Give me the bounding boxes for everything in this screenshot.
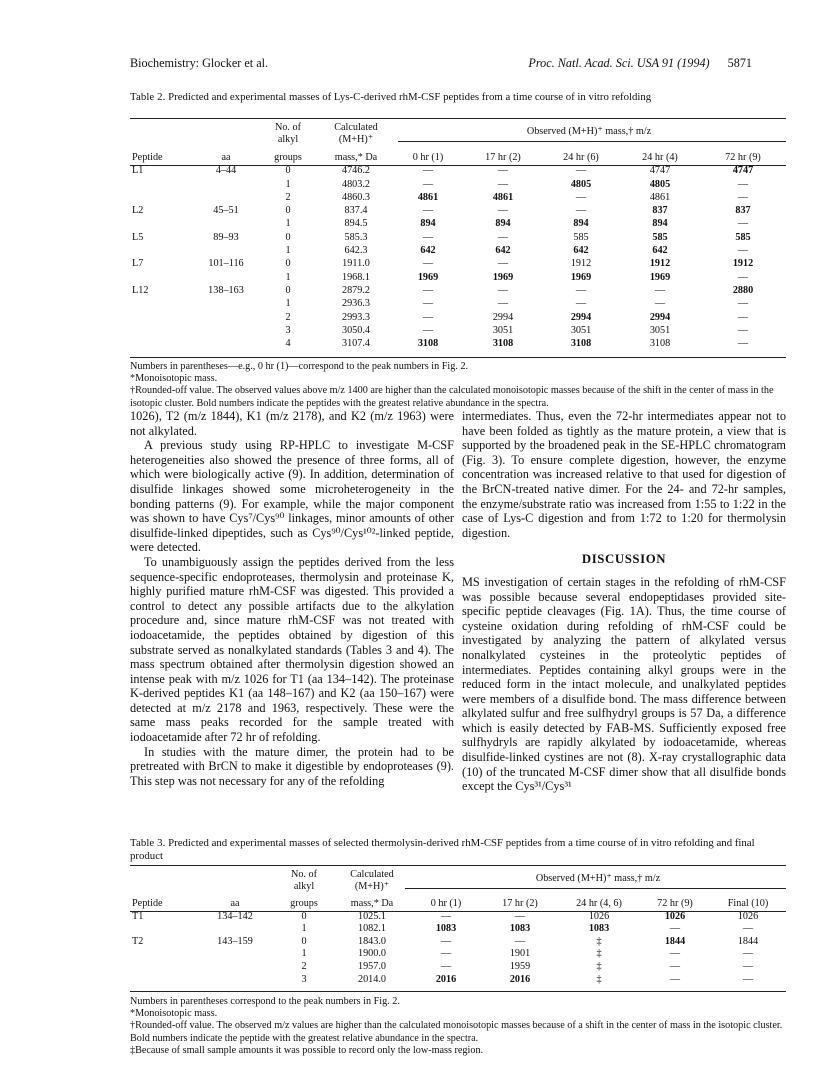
observed-mass-cell: 894 xyxy=(652,218,668,230)
alkyl-cell: 0 xyxy=(301,910,307,922)
paragraph: 1026), T2 (m/z 1844), K1 (m/z 2178), and K2 (m/z 1963) were not alkylated. xyxy=(130,409,454,438)
aa-cell: 4–44 xyxy=(215,165,237,177)
observed-mass-cell: 837 xyxy=(652,205,668,217)
calc-mass-cell: 3050.4 xyxy=(341,324,370,336)
calc-mass-cell: 837.4 xyxy=(344,205,368,217)
peptide-cell xyxy=(130,960,196,973)
table-row xyxy=(130,270,786,283)
observed-mass-cell: — xyxy=(422,258,434,270)
observed-mass-cell: 894 xyxy=(495,218,511,230)
observed-mass-cell: — xyxy=(422,324,434,336)
calc-header: Calculated xyxy=(334,122,378,133)
observed-header xyxy=(392,122,786,146)
peptide-cell xyxy=(130,177,196,190)
table-row xyxy=(130,230,786,243)
observed-mass-cell: — xyxy=(737,191,749,203)
calc-mass-cell: 2879.2 xyxy=(341,284,370,296)
observed-mass-cell: 2016 xyxy=(509,973,531,985)
left-column xyxy=(130,409,454,788)
table-row xyxy=(130,935,786,948)
calc-mass-cell: 2936.3 xyxy=(341,298,370,310)
observed-mass-cell: — xyxy=(737,271,749,283)
observed-mass-cell: — xyxy=(737,245,749,257)
aa-cell xyxy=(196,191,256,204)
table3-body xyxy=(130,910,786,986)
observed-mass-cell: 1959 xyxy=(509,960,531,972)
aa-cell xyxy=(196,960,274,973)
time-header: 24 hr (4) xyxy=(642,152,678,163)
alkyl-header-2: alkyl xyxy=(293,881,315,892)
calc-mass-cell: 1957.0 xyxy=(357,960,386,972)
observed-mass-cell: — xyxy=(669,973,681,985)
observed-mass-cell: ‡ xyxy=(596,948,602,960)
aa-cell xyxy=(196,973,274,986)
peptide-cell xyxy=(130,324,196,337)
time-header: 0 hr (1) xyxy=(430,898,462,909)
peptide-cell: L12 xyxy=(132,284,149,296)
time-header: 0 hr (1) xyxy=(412,152,444,163)
calc-mass-cell: 2014.0 xyxy=(357,973,386,985)
alkyl-header-2: alkyl xyxy=(277,134,299,145)
observed-mass-cell: 3108 xyxy=(649,338,671,350)
peptide-cell: L1 xyxy=(132,165,144,177)
observed-mass-cell: 1026 xyxy=(737,910,759,922)
table2-bottom-rule xyxy=(130,357,786,358)
peptide-cell: L5 xyxy=(132,231,144,243)
table-row xyxy=(130,297,786,310)
observed-mass-cell: — xyxy=(742,948,754,960)
calc-mass-cell: 585.3 xyxy=(344,231,368,243)
observed-mass-cell: — xyxy=(422,178,434,190)
observed-mass-cell: 3108 xyxy=(492,338,514,350)
observed-mass-cell: — xyxy=(575,205,587,217)
observed-mass-cell: 894 xyxy=(573,218,589,230)
peptide-header: Peptide xyxy=(132,898,163,909)
observed-header xyxy=(410,869,786,893)
observed-mass-cell: 585 xyxy=(573,231,589,243)
observed-mass-cell: — xyxy=(575,165,587,177)
observed-mass-cell: 3051 xyxy=(570,324,592,336)
discussion-heading: DISCUSSION xyxy=(581,552,667,567)
observed-mass-cell: — xyxy=(742,960,754,972)
calc-mass-cell: 2993.3 xyxy=(341,311,370,323)
alkyl-cell: 1 xyxy=(301,948,307,960)
observed-mass-cell: 1083 xyxy=(435,923,457,935)
peptide-cell xyxy=(130,270,196,283)
peptide-cell xyxy=(130,310,196,323)
observed-mass-cell: 1912 xyxy=(649,258,671,270)
observed-mass-cell: 4861 xyxy=(649,191,671,203)
time-header: 72 hr (9) xyxy=(657,898,693,909)
observed-mass-cell: 3051 xyxy=(492,324,514,336)
observed-mass-cell: ‡ xyxy=(596,973,602,985)
observed-mass-cell: ‡ xyxy=(596,935,602,947)
observed-mass-cell: 3051 xyxy=(649,324,671,336)
calc-mass-cell: 894.5 xyxy=(344,218,368,230)
peptide-cell: T2 xyxy=(132,935,144,947)
peptide-header: Peptide xyxy=(132,152,163,163)
alkyl-header-3: groups xyxy=(274,152,302,163)
discussion-paragraph: MS investigation of certain stages in the refolding of rhM-CSF was possible because several endopeptidases provided site-specific peptide cleavages (Fig. 1A). Thus, the time course of cysteine oxidation during refolding of rhM-CSF could be investigated by analyzing the pattern of alkylated versus nonalkylated cysteines in the proteolytic peptides of intermediates. Peptides containing alkyl groups were in the reduced form in the intact molecule, and unalkylated peptides were members of a disulfide bond. The mass difference between alkylated sulfur and free sulfhydryl groups is 57 Da, a difference which is easily detected by FAB-MS. Sufficiently exposed free sulfhydryls are rapidly alkylated by iodoacetamide, whereas disulfide-linked cystines are not (8). X-ray crystallographic data (10) of the truncated M-CSF dimer show that all disulfide bonds except the Cys³¹/Cys³¹ xyxy=(462,574,786,794)
peptide-cell xyxy=(130,217,196,230)
table-row xyxy=(130,164,786,177)
observed-mass-cell: 1912 xyxy=(570,258,592,270)
paragraph: In studies with the mature dimer, the protein had to be pretreated with BrCN to make it digestible by endoproteases (9). This step was not necessary for any of the refolding xyxy=(130,744,454,788)
table3-footnotes xyxy=(130,996,786,1057)
observed-mass-cell: ‡ xyxy=(596,960,602,972)
observed-mass-cell: — xyxy=(497,258,509,270)
observed-mass-cell: 1969 xyxy=(417,271,439,283)
alkyl-cell: 0 xyxy=(285,165,291,177)
time-header: 24 hr (6) xyxy=(563,152,599,163)
table2-label: Table 2. xyxy=(130,91,166,103)
observed-mass-cell: — xyxy=(575,191,587,203)
observed-mass-cell: — xyxy=(422,165,434,177)
running-head xyxy=(130,56,752,72)
observed-mass-cell: 1844 xyxy=(737,935,759,947)
table3-note: Numbers in parentheses correspond to the peak numbers in Fig. 2. xyxy=(130,996,400,1007)
aa-cell: 45–51 xyxy=(213,205,239,217)
right-column xyxy=(462,409,786,794)
observed-mass-cell: 4861 xyxy=(417,191,439,203)
table-row xyxy=(130,960,786,973)
peptide-cell xyxy=(130,191,196,204)
observed-mass-cell: — xyxy=(440,910,452,922)
observed-mass-cell: — xyxy=(737,324,749,336)
table3-bottom-rule xyxy=(130,991,786,992)
observed-mass-cell: 585 xyxy=(735,231,751,243)
observed-mass-cell: 1083 xyxy=(509,923,531,935)
aa-header: aa xyxy=(230,898,240,909)
calc-mass-cell: 1843.0 xyxy=(357,935,386,947)
table-row xyxy=(130,257,786,270)
peptide-cell xyxy=(130,297,196,310)
observed-mass-cell: 1026 xyxy=(664,910,686,922)
table3-head xyxy=(130,869,786,910)
observed-mass-cell: — xyxy=(575,298,587,310)
aa-cell: 143–159 xyxy=(217,935,253,947)
aa-cell xyxy=(196,923,274,936)
time-header: 72 hr (9) xyxy=(725,152,761,163)
alkyl-cell: 1 xyxy=(285,271,291,283)
observed-mass-cell: — xyxy=(669,948,681,960)
paragraph: A previous study using RP-HPLC to investigate M-CSF heterogeneities also showed the presence of three forms, all of which were biologically active (9). In addition, determination of disulfide linkages showed some microheterogeneity in the bonding patterns (9). For example, while the major component was shown to have Cys⁷/Cys⁹⁰ linkages, minor amounts of other disulfide-linked dipeptides, such as Cys⁹⁰/Cys¹⁰²-linked peptide, were detected. xyxy=(130,438,454,555)
observed-mass-cell: 2880 xyxy=(732,284,754,296)
observed-mass-cell: 642 xyxy=(652,245,668,257)
calc-mass-cell: 3107.4 xyxy=(341,338,370,350)
aa-cell xyxy=(196,217,256,230)
observed-mass-cell: 4805 xyxy=(649,178,671,190)
observed-mass-cell: — xyxy=(497,231,509,243)
alkyl-cell: 3 xyxy=(301,973,307,985)
table2-body xyxy=(130,164,786,350)
aa-cell xyxy=(196,324,256,337)
observed-mass-cell: 585 xyxy=(652,231,668,243)
peptide-cell xyxy=(130,923,196,936)
alkyl-cell: 0 xyxy=(285,231,291,243)
observed-mass-cell: 1901 xyxy=(509,948,531,960)
peptide-cell: L2 xyxy=(132,205,144,217)
table3-note: ‡Because of small sample amounts it was possible to record only the low-mass region. xyxy=(130,1044,484,1056)
observed-header-text: Observed (M+H)⁺ mass,† m/z xyxy=(535,873,661,884)
table-row xyxy=(130,310,786,323)
alkyl-cell: 2 xyxy=(285,311,291,323)
calc-mass-cell: 1025.1 xyxy=(357,910,386,922)
observed-mass-cell: 2994 xyxy=(570,311,592,323)
running-head-authors: Biochemistry: Glocker et al. xyxy=(130,56,269,70)
calc-mass-cell: 4803.2 xyxy=(341,178,370,190)
observed-mass-cell: 642 xyxy=(573,245,589,257)
alkyl-cell: 0 xyxy=(285,284,291,296)
table2 xyxy=(130,122,786,350)
paragraph: intermediates. Thus, even the 72-hr intermediates appear not to have been folded as tightly as the mature protein, a view that is supported by the broadened peak in the SE-HPLC chromatogram (Fig. 3). To ensure complete digestion, however, the enzyme concentration was increased relative to that used for digestion of the BrCN-treated native dimer. For the 24- and 72-hr samples, the enzyme/substrate ratio was increased from 1:55 to 1:22 in the case of Lys-C digestion and from 1:72 to 1:20 for thermolysin digestion. xyxy=(462,409,786,540)
observed-mass-cell: — xyxy=(422,311,434,323)
peptide-cell xyxy=(130,244,196,257)
alkyl-cell: 0 xyxy=(285,258,291,270)
table-row xyxy=(130,910,786,923)
calc-mass-cell: 1968.1 xyxy=(341,271,370,283)
alkyl-header: No. of xyxy=(274,122,302,133)
peptide-cell: L7 xyxy=(132,258,144,270)
alkyl-cell: 0 xyxy=(285,205,291,217)
time-header: Final (10) xyxy=(727,898,769,909)
observed-mass-cell: — xyxy=(422,205,434,217)
table2-note: Numbers in parentheses—e.g., 0 hr (1)—correspond to the peak numbers in Fig. 2. xyxy=(130,361,469,372)
table2-head xyxy=(130,122,786,164)
calc-mass-cell: 4746.2 xyxy=(341,165,370,177)
alkyl-header: No. of xyxy=(290,869,318,880)
calc-header-3: mass,* Da xyxy=(334,152,378,163)
table3-caption xyxy=(130,837,786,863)
table2-note: †Rounded-off value. The observed values above m/z 1400 are higher than the calculated monoisotopic masses because of the shift in the center of mass in the isotopic cluster. Bold numbers indicate the peptides with the greatest relative abundance in the spectra. xyxy=(130,385,774,409)
table-row xyxy=(130,217,786,230)
table2-caption-text: Predicted and experimental masses of Lys-C-derived rhM-CSF peptides from a time course of in vitro refolding xyxy=(168,91,652,103)
observed-mass-cell: 1912 xyxy=(732,258,754,270)
aa-cell: 134–142 xyxy=(217,910,253,922)
observed-mass-cell: — xyxy=(654,284,666,296)
observed-mass-cell: — xyxy=(654,298,666,310)
aa-cell: 101–116 xyxy=(208,258,244,270)
calc-header-3: mass,* Da xyxy=(350,898,394,909)
observed-mass-cell: — xyxy=(737,338,749,350)
table3-top-rule xyxy=(130,865,786,866)
aa-cell: 89–93 xyxy=(213,231,239,243)
observed-mass-cell: — xyxy=(497,165,509,177)
observed-mass-cell: 1969 xyxy=(492,271,514,283)
table-row xyxy=(130,923,786,936)
alkyl-header-3: groups xyxy=(290,898,318,909)
observed-mass-cell: — xyxy=(440,948,452,960)
alkyl-cell: 3 xyxy=(285,324,291,336)
table-row xyxy=(130,177,786,190)
observed-mass-cell: 1026 xyxy=(588,910,610,922)
running-head-journal-page xyxy=(528,56,752,71)
table-row xyxy=(130,337,786,350)
table-row xyxy=(130,948,786,961)
calc-mass-cell: 1911.0 xyxy=(342,258,370,270)
aa-cell xyxy=(196,337,256,350)
observed-mass-cell: 3108 xyxy=(570,338,592,350)
observed-mass-cell: 2016 xyxy=(435,973,457,985)
observed-mass-cell: 1969 xyxy=(570,271,592,283)
calc-header-2: (M+H)⁺ xyxy=(354,881,390,892)
calc-header: Calculated xyxy=(350,869,394,880)
time-header: 17 hr (2) xyxy=(485,152,521,163)
peptide-cell xyxy=(130,973,196,986)
table3-caption-text: Predicted and experimental masses of selected thermolysin-derived rhM-CSF peptides from a time course of in vitro refolding and final product xyxy=(130,837,755,862)
aa-cell xyxy=(196,244,256,257)
observed-mass-cell: 1844 xyxy=(664,935,686,947)
observed-mass-cell: 837 xyxy=(735,205,751,217)
observed-mass-cell: — xyxy=(737,298,749,310)
aa-header: aa xyxy=(221,152,231,163)
observed-mass-cell: — xyxy=(422,284,434,296)
observed-mass-cell: — xyxy=(497,298,509,310)
table3-note: †Rounded-off value. The observed m/z values are higher than the calculated monoisotopic masses because of a shift in the center of mass in the isotopic cluster. Bold numbers indicate the peptide with the greatest relative abundance in the spectra. xyxy=(130,1020,783,1044)
alkyl-cell: 0 xyxy=(301,935,307,947)
table3-label: Table 3. xyxy=(130,837,166,849)
aa-cell xyxy=(196,297,256,310)
aa-cell xyxy=(196,948,274,961)
table-row xyxy=(130,244,786,257)
observed-mass-cell: 4805 xyxy=(570,178,592,190)
alkyl-cell: 4 xyxy=(285,338,291,350)
table2-caption xyxy=(130,91,786,104)
observed-mass-cell: — xyxy=(669,923,681,935)
observed-mass-cell: 1969 xyxy=(649,271,671,283)
alkyl-cell: 2 xyxy=(285,191,291,203)
time-header: 17 hr (2) xyxy=(502,898,538,909)
observed-mass-cell: 4747 xyxy=(649,165,671,177)
table-row xyxy=(130,284,786,297)
alkyl-cell: 1 xyxy=(285,178,291,190)
observed-mass-cell: — xyxy=(440,960,452,972)
peptide-cell xyxy=(130,337,196,350)
alkyl-cell: 1 xyxy=(285,245,291,257)
observed-mass-cell: — xyxy=(497,205,509,217)
aa-cell xyxy=(196,310,256,323)
observed-mass-cell: 2994 xyxy=(649,311,671,323)
table-row xyxy=(130,324,786,337)
observed-mass-cell: — xyxy=(514,935,526,947)
observed-mass-cell: — xyxy=(737,311,749,323)
observed-mass-cell: 3108 xyxy=(417,338,439,350)
calc-mass-cell: 1900.0 xyxy=(357,948,386,960)
aa-cell: 138–163 xyxy=(208,284,244,296)
observed-mass-cell: — xyxy=(422,298,434,310)
table-row xyxy=(130,204,786,217)
calc-mass-cell: 1082.1 xyxy=(357,923,386,935)
observed-mass-cell: — xyxy=(422,231,434,243)
observed-mass-cell: 4861 xyxy=(492,191,514,203)
journal-citation: Proc. Natl. Acad. Sci. USA 91 (1994) xyxy=(528,56,710,70)
observed-mass-cell: 1083 xyxy=(588,923,610,935)
observed-mass-cell: — xyxy=(440,935,452,947)
observed-mass-cell: — xyxy=(575,284,587,296)
observed-mass-cell: — xyxy=(737,218,749,230)
paragraph: To unambiguously assign the peptides derived from the less sequence-specific endoproteases, thermolysin and proteinase K, highly purified mature rhM-CSF was digested. This provided a control to detect any possible artifacts due to the alkylation procedure and, since mature rhM-CSF was not treated with iodoacetamide, the peptides obtained by digestion of this substrate served as nonalkylated standards (Tables 3 and 4). The mass spectrum obtained after thermolysin digestion showed an intense peak with m/z 1026 for T1 (aa 134–142). The proteinase K-derived peptides K1 (aa 148–167) and K2 (aa 150–167) were detected at m/z 2178 and 1963, respectively. These were the same mass peaks recorded for the sample treated with iodoacetamide after 72 hr of refolding. xyxy=(130,554,454,745)
observed-mass-cell: — xyxy=(742,923,754,935)
observed-mass-cell: — xyxy=(669,960,681,972)
table2-top-rule xyxy=(130,118,786,119)
table2-footnotes xyxy=(130,361,786,410)
table-row xyxy=(130,973,786,986)
peptide-cell: T1 xyxy=(132,910,144,922)
alkyl-cell: 1 xyxy=(285,218,291,230)
calc-header-2: (M+H)⁺ xyxy=(338,134,374,145)
table-row xyxy=(130,191,786,204)
observed-mass-cell: — xyxy=(742,973,754,985)
observed-mass-cell: 4747 xyxy=(732,165,754,177)
observed-mass-cell: — xyxy=(514,910,526,922)
time-header: 24 hr (4, 6) xyxy=(576,898,622,909)
table3-note: *Monoisotopic mass. xyxy=(130,1008,218,1020)
calc-mass-cell: 642.3 xyxy=(344,245,368,257)
calc-mass-cell: 4860.3 xyxy=(341,191,370,203)
observed-mass-cell: — xyxy=(497,178,509,190)
observed-mass-cell: 642 xyxy=(495,245,511,257)
observed-mass-cell: — xyxy=(737,178,749,190)
table3 xyxy=(130,869,786,986)
observed-header-text: Observed (M+H)⁺ mass,† m/z xyxy=(526,126,652,137)
aa-cell xyxy=(196,270,256,283)
observed-mass-cell: — xyxy=(497,284,509,296)
observed-mass-cell: 2994 xyxy=(492,311,514,323)
table2-note: *Monoisotopic mass. xyxy=(130,373,218,385)
alkyl-cell: 1 xyxy=(301,923,307,935)
alkyl-cell: 1 xyxy=(285,298,291,310)
alkyl-cell: 2 xyxy=(301,960,307,972)
peptide-cell xyxy=(130,948,196,961)
observed-mass-cell: 642 xyxy=(420,245,436,257)
observed-mass-cell: 894 xyxy=(420,218,436,230)
page-number: 5871 xyxy=(727,56,752,70)
aa-cell xyxy=(196,177,256,190)
